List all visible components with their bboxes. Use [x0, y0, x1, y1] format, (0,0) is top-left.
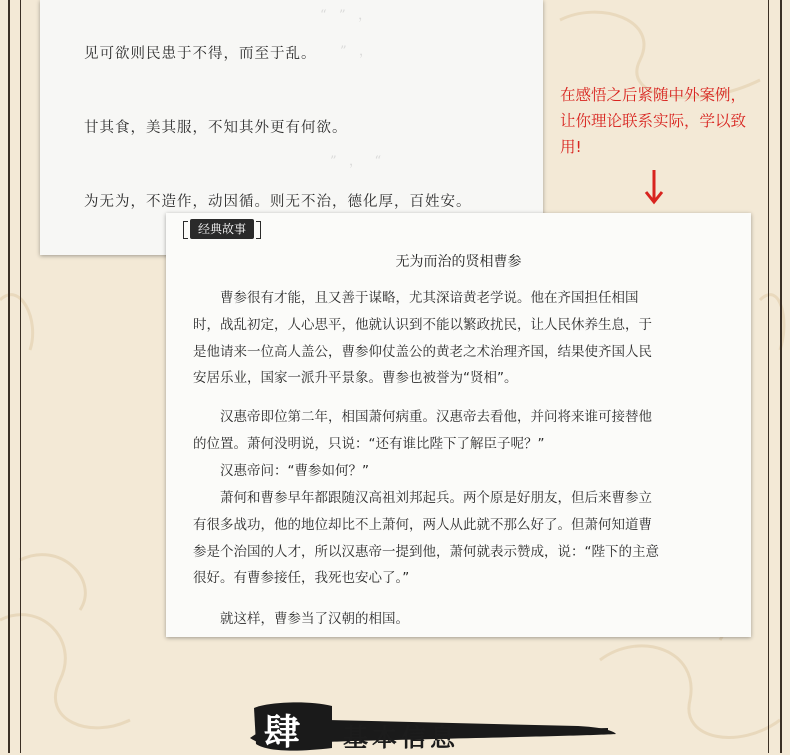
story-line: 时，战乱初定，人心思平，他就认识到不能以繁政扰民，让人民休养生息，于: [193, 316, 652, 333]
section-title: 基本信息: [343, 723, 460, 752]
bleed-through-text: ” ，: [340, 44, 373, 59]
story-line: 汉惠帝问：“曹参如何？”: [220, 463, 369, 479]
story-line: 很好。有曹参接任，我死也安心了。”: [193, 570, 410, 587]
story-line: 萧何和曹参早年都跟随汉高祖刘邦起兵。两个原是好朋友，但后来曹参立: [220, 490, 652, 506]
left-frame-outer: [8, 0, 10, 753]
bleed-through-text: “ ” ，: [320, 8, 372, 23]
story-line: 是他请来一位高人盖公，曹参仰仗盖公的黄老之术治理齐国，结果使齐国人民: [193, 343, 652, 360]
back-page-line: 为无为，不造作，动因循。则无不治，德化厚，百姓安。: [84, 194, 472, 210]
left-frame-inner: [20, 0, 21, 753]
back-page-line: 甘其食，美其服，不知其外更有何欲。: [84, 120, 348, 136]
story-paragraph: [193, 404, 741, 458]
down-arrow-icon: [644, 168, 664, 208]
annotation-note: 在感悟之后紧随中外案例，让你理论联系实际，学以致用!: [560, 86, 747, 156]
story-paragraph: [193, 285, 741, 392]
story-paragraph: [193, 606, 741, 633]
story-paragraph: [193, 458, 741, 485]
story-paragraph: [193, 485, 741, 592]
section-number: 肆: [264, 711, 301, 753]
story-line: 安居乐业，国家一派升平景象。曹参也被誉为“贤相”。: [193, 370, 518, 387]
back-page-line: 见可欲则民患于不得，而至于乱。: [84, 46, 317, 62]
story-line: 有很多战功，他的地位却比不上萧何，两人从此就不那么好了。但萧何知道曹: [193, 516, 652, 533]
story-line: 汉惠帝即位第二年，相国萧何病重。汉惠帝去看他，并问将来谁可接替他: [220, 409, 652, 425]
story-line: 参是个治国的人才，所以汉惠帝一提到他，萧何就表示赞成，说：“陛下的主意: [193, 543, 659, 560]
right-frame-inner: [768, 0, 769, 753]
right-frame-outer: [780, 0, 782, 753]
story-title: 无为而治的贤相曹参: [395, 254, 522, 270]
story-line: 的位置。萧何没明说，只说：“还有谁比陛下了解臣子呢？”: [193, 435, 545, 452]
bleed-through-text: ” ， “: [330, 154, 382, 169]
story-line: 就这样，曹参当了汉朝的相国。: [220, 611, 409, 627]
story-tag: 经典故事: [190, 219, 254, 239]
story-line: 曹参很有才能，且又善于谋略，尤其深谙黄老学说。他在齐国担任相国: [220, 290, 639, 306]
